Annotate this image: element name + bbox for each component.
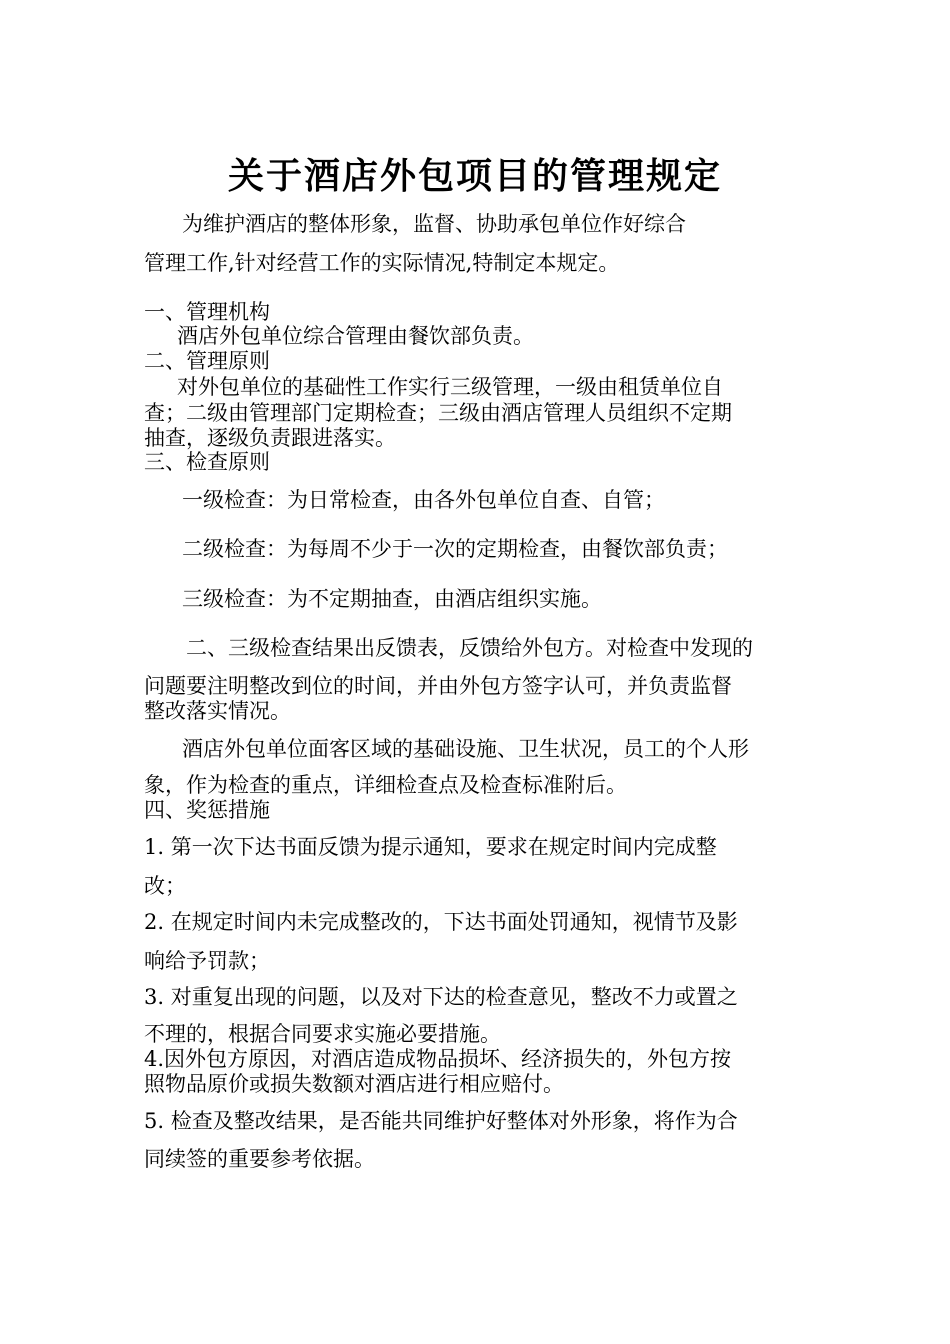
section-2-heading: 二、管理原则 <box>144 349 270 373</box>
check-level-3: 三级检查：为不定期抽查，由酒店组织实施。 <box>182 587 602 611</box>
intro-line-2: 管理工作,针对经营工作的实际情况,特制定本规定。 <box>144 251 620 275</box>
feedback-line-2: 问题要注明整改到位的时间，并由外包方签字认可，并负责监督 <box>144 674 732 698</box>
measure-3-line-1: 3. 对重复出现的问题，以及对下达的检查意见，整改不力或置之 <box>144 985 738 1009</box>
measure-2-line-1: 2. 在规定时间内未完成整改的，下达书面处罚通知，视情节及影 <box>144 910 738 934</box>
section-1-body: 酒店外包单位综合管理由餐饮部负责。 <box>177 324 534 348</box>
measure-3-line-2: 不理的，根据合同要求实施必要措施。 <box>144 1022 501 1046</box>
measure-4-line-2: 照物品原价或损失数额对酒店进行相应赔付。 <box>144 1072 564 1096</box>
measure-2-line-2: 响给予罚款； <box>144 949 270 973</box>
measure-5-line-2: 同续签的重要参考依据。 <box>144 1147 375 1171</box>
section-2-line-2: 查；二级由管理部门定期检查；三级由酒店管理人员组织不定期 <box>144 401 732 425</box>
feedback-line-3: 整改落实情况。 <box>144 699 291 723</box>
document-title: 关于酒店外包项目的管理规定 <box>227 155 722 198</box>
feedback-line-1: 二、三级检查结果出反馈表，反馈给外包方。对检查中发现的 <box>186 636 753 660</box>
intro-line-1: 为维护酒店的整体形象，监督、协助承包单位作好综合 <box>182 212 686 236</box>
section-3-heading: 三、检查原则 <box>144 450 270 474</box>
focus-line-1: 酒店外包单位面客区域的基础设施、卫生状况，员工的个人形 <box>182 737 749 761</box>
check-level-1: 一级检查：为日常检查，由各外包单位自查、自管； <box>182 488 665 512</box>
measure-1-line-1: 1. 第一次下达书面反馈为提示通知，要求在规定时间内完成整 <box>144 835 717 859</box>
section-2-line-3: 抽查，逐级负责跟进落实。 <box>144 426 396 450</box>
focus-line-2: 象，作为检查的重点，详细检查点及检查标准附后。 <box>144 773 627 797</box>
measure-5-line-1: 5. 检查及整改结果，是否能共同维护好整体对外形象，将作为合 <box>144 1109 738 1133</box>
measure-4-line-1: 4.因外包方原因，对酒店造成物品损坏、经济损失的，外包方按 <box>144 1047 732 1071</box>
check-level-2: 二级检查：为每周不少于一次的定期检查，由餐饮部负责； <box>182 537 728 561</box>
section-2-line-1: 对外包单位的基础性工作实行三级管理，一级由租赁单位自 <box>177 375 723 399</box>
section-1-heading: 一、管理机构 <box>144 300 270 324</box>
measure-1-line-2: 改； <box>144 874 186 898</box>
section-4-heading: 四、奖惩措施 <box>144 798 270 822</box>
